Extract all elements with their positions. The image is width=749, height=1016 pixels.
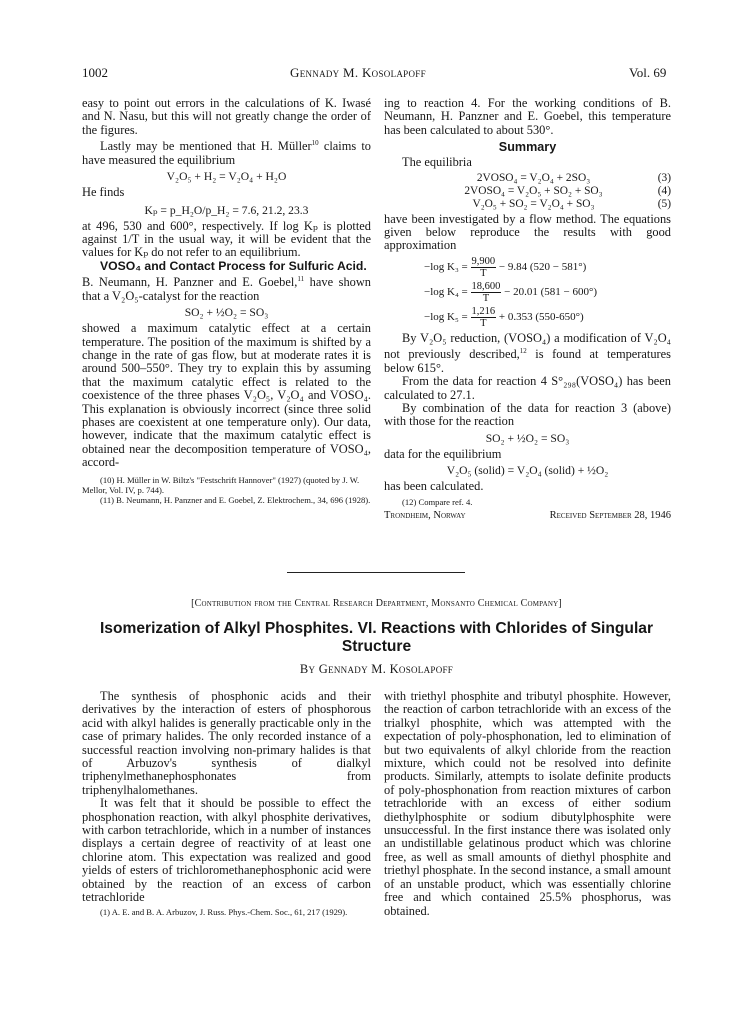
equation: SO₂ + ½O₂ = SO₃ [184,306,269,320]
reaction-list [384,172,671,211]
log-k-equations [424,256,671,329]
paragraph: showed a maximum catalytic effect at a certain temperature. The position of the maximum is shifted by a change in the rate of gas flow, but at moderate rates it is around 500–550°. They try to explain this by assuming that the maximum catalytic effect is related to the coexistence of the three phases V₂O₅, V₂O₄ and VOSO₄. This explanation is obviously incorrect (since three solid phases are coexistent at one temperature only). Our data, however, indicate that the maximum catalytic effect is obtained near the decomposition temperature of VOSO₄, accord- [82,321,371,470]
paragraph: data for the equilibrium [384,446,502,461]
paragraph: with triethyl phosphite and tributyl phosphite. However, the reaction of carbon tetrachloride with an excess of the trialkyl phosphite, which was attempted with the expectation of poly-phosphonation, led to elimination of but two equivalents of alkyl chloride from the reaction mixture, which could not be resolved into definite products. Similarly, attempts to isolate definite products of poly-phosphonation from reaction mixtures of carbon tetrachloride with an excess of either sodium diethylphosphite or sodium dibutylphosphite were unsuccessful. In the first instance there was isolated only an undistillable gelatinous product which was chlorine free, as well as small amounts of diethyl phosphite and triethyl phosphate. In the second instance, a small amount of an unstable product, which was essentially chlorine free and which contained 25.5% phosphorus, was obtained. [384,689,671,918]
log-k-row: −log K₅ = $\frac{1,216}{T}$ + 0.353 (550-650°) [424,305,584,329]
running-author: Gennady M. Kosolapoff [290,65,426,80]
paragraph: From the data for reaction 4 S°₂₉₈(VOSO₄) has been calculated to 27.1. [384,374,671,402]
paragraph: It was felt that it should be possible to effect the phosphonation reaction, with alkyl phosphite derivatives, with carbon tetrachloride, which in a number of instances displays a certain degree of reactivity of at least one chlorine atom. This expectation was realized and good yields of esters of trichloromethanephosphonic acid were obtained by the reaction of an excess of carbon tetrachloride [82,796,371,905]
footnote: (11) B. Neumann, H. Panzner and E. Goebel, Z. Elektrochem., 34, 696 (1928). [100,495,371,506]
received-date: Received September 28, 1946 [549,510,671,522]
contribution-line: [Contribution from the Central Research Department, Monsanto Chemical Company] [191,598,562,609]
paragraph: have been investigated by a flow method. The equations given below reproduce the results with good approximation [384,211,671,253]
paragraph: By V₂O₅ reduction, (VOSO₄) a modification of V₂O₄ not previously described,$^{12}$ is found at temperatures below 615°. [384,330,671,375]
article-right-column [384,690,671,918]
log-k-row: −log K₃ = $\frac{9,900}{T}$ − 9.84 (520 − 581°) [424,255,587,279]
paragraph: at 496, 530 and 600°, respectively. If log Kₚ is plotted against 1/T in the usual way, it will be evident that the values for Kₚ do not refer to an equilibrium. [82,218,371,260]
equation: V₂O₅ (solid) = V₂O₄ (solid) + ½O₂ [446,464,609,478]
footnote: (1) A. E. and B. A. Arbuzov, J. Russ. Phys.-Chem. Soc., 61, 217 (1929). [100,906,348,917]
reaction-row: V₂O₅ + SO₂ = V₂O₄ + SO₃ (5) [472,197,671,210]
right-column-top [384,97,671,521]
volume-label: Vol. 69 [629,65,667,80]
dateline [384,510,671,521]
reaction-row: 2VOSO₄ = V₂O₄ + 2SO₃ (3) [476,171,671,184]
equation: SO₂ + ½O₂ = SO₃ [485,431,570,445]
paragraph: ing to reaction 4. For the working conditions of B. Neumann, H. Panzner and E. Goebel, this temperature has been calculated to about 530°. [384,96,671,137]
equation: V₂O₅ + H₂ = V₂O₄ + H₂O [166,170,287,184]
paragraph: By combination of the data for reaction 3 (above) with those for the reaction [384,401,671,429]
paragraph: Lastly may be mentioned that H. Müller$^{10}$ claims to have measured the equilibrium [82,139,371,167]
paragraph: He finds [82,185,125,200]
separator-rule [287,572,465,573]
place: Trondheim, Norway [384,510,466,522]
paragraph: easy to point out errors in the calculations of K. Iwasé and N. Nasu, but this will not greatly change the order of the figures. [82,96,371,137]
equation: Kₚ = p_H₂O/p_H₂ = 7.6, 21.2, 23.3 [144,203,309,217]
left-column-top [82,97,371,506]
reaction-row: 2VOSO₄ = V₂O₅ + SO₂ + SO₃ (4) [464,184,671,197]
page-number: 1002 [82,65,108,80]
paragraph: The synthesis of phosphonic acids and their derivatives by the interaction of esters of phosphorous acid with alkyl halides is generally practicable only in the case of primary halides. The only recorded instance of a successful reaction involving non-primary halides is that of Arbuzov's synthesis of dialkyl triphenylmethanephosphonates from triphenylhalomethanes. [82,689,371,797]
paragraph: B. Neumann, H. Panzner and E. Goebel,$^{11}$ have shown that a V₂O₅-catalyst for the reaction [82,275,371,303]
byline: By Gennady M. Kosolapoff [299,662,454,676]
section-heading: VOSO₄ and Contact Process for Sulfuric Acid. [100,258,367,273]
paragraph: The equilibria [402,155,472,170]
footnote: (10) H. Müller in W. Biltz's "Festschrift Hannover" (1927) (quoted by J. W. Mellor, Vol. IV, p. 744). [82,474,360,495]
paragraph: has been calculated. [384,479,484,494]
summary-heading: Summary [498,140,557,155]
footnote: (12) Compare ref. 4. [402,496,473,507]
log-k-row: −log K₄ = $\frac{18,600}{T}$ − 20.01 (581 − 600°) [424,280,598,304]
article-title: Isomerization of Alkyl Phosphites. VI. Reactions with Chlorides of Singular Structure [99,620,654,655]
article-left-column [82,690,371,917]
